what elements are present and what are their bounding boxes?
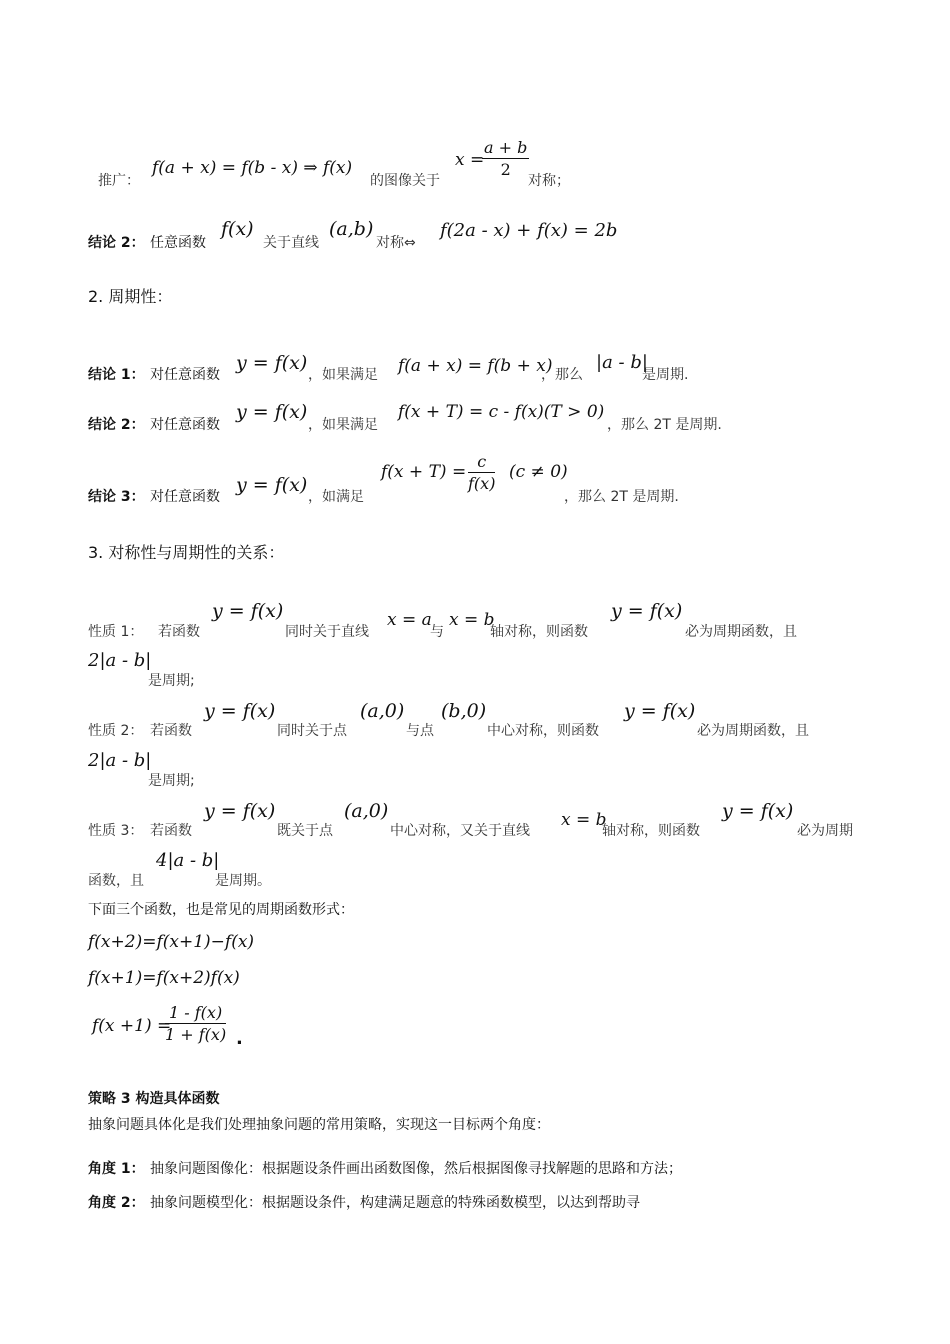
prop1-text3: 与 <box>430 624 444 640</box>
common-f3-num: 1 - f(x) <box>165 1003 226 1024</box>
prop3-text3: 中心对称，又关于直线 <box>390 823 530 839</box>
sym2-text2: 关于直线 <box>263 235 319 251</box>
sym2-point: (a,b) <box>329 218 374 240</box>
prop2-text4: 中心对称，则函数 <box>487 723 599 739</box>
period2-yfx: y = f(x) <box>236 401 308 423</box>
period2-label: 结论 2： <box>88 417 145 433</box>
common-intro: 下面三个函数，也是常见的周期函数形式： <box>88 902 354 918</box>
promotion-formula: f(a + x) = f(b - x) ⇒ f(x) <box>152 158 353 178</box>
promotion-text2: 对称； <box>528 173 570 189</box>
sym2-text3: 对称⇔ <box>376 235 416 251</box>
period1-yfx: y = f(x) <box>236 352 308 374</box>
prop1-text1: 若函数 <box>158 624 200 640</box>
prop1-yfx2: y = f(x) <box>611 600 683 622</box>
period1-abs: |a - b| <box>596 352 648 373</box>
sym2-fx: f(x) <box>221 218 254 240</box>
period3-fraction <box>468 452 495 493</box>
period2-formula: f(x + T) = c - f(x)(T > 0) <box>398 402 605 422</box>
prop3-text1: 若函数 <box>150 823 192 839</box>
period2-text1: 对任意函数 <box>150 417 220 433</box>
period3-yfx: y = f(x) <box>236 474 308 496</box>
period2-text2: ，如果满足 <box>308 417 378 433</box>
sym2-formula: f(2a - x) + f(x) = 2b <box>440 220 618 241</box>
strategy-intro: 抽象问题具体化是我们处理抽象问题的常用策略，实现这一目标两个角度： <box>88 1117 550 1133</box>
period1-text4: 是周期. <box>642 367 689 383</box>
period3-label: 结论 3： <box>88 489 145 505</box>
period2-text3: ，那么 2T 是周期. <box>607 417 722 433</box>
prop1-xb: x = b <box>449 610 495 630</box>
prop3-text4: 轴对称，则函数 <box>602 823 700 839</box>
angle1-text: 抽象问题图像化：根据题设条件画出函数图像，然后根据图像寻找解题的思路和方法； <box>150 1161 682 1177</box>
section2-title: 2. 周期性： <box>88 287 173 306</box>
prop3-yfx: y = f(x) <box>204 800 276 822</box>
prop2-text6: 是周期; <box>148 773 195 789</box>
prop1-text5: 必为周期函数，且 <box>685 624 797 640</box>
prop2-label: 性质 2： <box>88 723 144 739</box>
section3-title: 3. 对称性与周期性的关系： <box>88 543 285 562</box>
prop1-text2: 同时关于直线 <box>285 624 369 640</box>
prop3-text7: 是周期。 <box>215 873 271 889</box>
prop2-yfx: y = f(x) <box>204 700 276 722</box>
period1-label: 结论 1： <box>88 367 145 383</box>
period1-formula: f(a + x) = f(b + x) <box>398 356 553 376</box>
prop2-pb: (b,0) <box>441 700 487 722</box>
period3-cond: (c ≠ 0) <box>509 462 568 482</box>
promotion-x-eq: x = <box>455 150 485 170</box>
prop1-label: 性质 1： <box>88 624 144 640</box>
prop1-yfx: y = f(x) <box>212 600 284 622</box>
period3-text1: 对任意函数 <box>150 489 220 505</box>
prop2-yfx2: y = f(x) <box>624 700 696 722</box>
period3-lhs: f(x + T) = <box>381 462 467 482</box>
common-f2: f(x+1)=f(x+2)f(x) <box>88 968 240 988</box>
angle2-text: 抽象问题模型化：根据题设条件，构建满足题意的特殊函数模型，以达到帮助寻 <box>150 1195 640 1211</box>
angle2-label: 角度 2： <box>88 1195 145 1211</box>
promotion-fraction <box>482 138 529 179</box>
period1-text3: ，那么 <box>541 367 583 383</box>
prop3-text6: 函数，且 <box>88 873 144 889</box>
prop1-period: 2|a - b| <box>88 650 152 671</box>
common-f1: f(x+2)=f(x+1)−f(x) <box>88 932 255 952</box>
prop2-text1: 若函数 <box>150 723 192 739</box>
common-f3-den: 1 + f(x) <box>165 1025 227 1044</box>
common-f3-lhs: f(x +1) = <box>92 1016 172 1036</box>
prop3-pa: (a,0) <box>344 800 389 822</box>
strategy-title: 策略 3 构造具体函数 <box>88 1091 220 1107</box>
period3-frac-den: f(x) <box>468 474 496 493</box>
angle1-label: 角度 1： <box>88 1161 145 1177</box>
prop2-text5: 必为周期函数，且 <box>697 723 809 739</box>
prop3-xb: x = b <box>561 810 607 830</box>
promotion-text1: 的图像关于 <box>370 173 440 189</box>
promotion-label: 推广： <box>98 173 140 189</box>
period3-text2: ，如满足 <box>308 489 364 505</box>
prop3-yfx2: y = f(x) <box>722 800 794 822</box>
period1-text2: ，如果满足 <box>308 367 378 383</box>
prop2-pa: (a,0) <box>360 700 405 722</box>
prop2-text3: 与点 <box>406 723 434 739</box>
sym2-label: 结论 2： <box>88 235 145 251</box>
common-f3-end: . <box>236 1028 243 1049</box>
prop3-text5: 必为周期 <box>797 823 853 839</box>
prop2-period: 2|a - b| <box>88 750 152 771</box>
prop2-text2: 同时关于点 <box>277 723 347 739</box>
prop1-text4: 轴对称，则函数 <box>490 624 588 640</box>
prop3-text2: 既关于点 <box>277 823 333 839</box>
prop3-period: 4|a - b| <box>156 850 220 871</box>
period1-text1: 对任意函数 <box>150 367 220 383</box>
prop3-label: 性质 3： <box>88 823 144 839</box>
period3-text3: ，那么 2T 是周期. <box>564 489 679 505</box>
prop1-xa: x = a <box>387 610 432 630</box>
common-f3-fraction <box>165 1003 226 1044</box>
promotion-frac-num: a + b <box>484 138 528 157</box>
period3-frac-num: c <box>468 452 495 473</box>
promotion-frac-den: 2 <box>500 160 511 179</box>
sym2-text1: 任意函数 <box>150 235 206 251</box>
prop1-text6: 是周期; <box>148 673 195 689</box>
